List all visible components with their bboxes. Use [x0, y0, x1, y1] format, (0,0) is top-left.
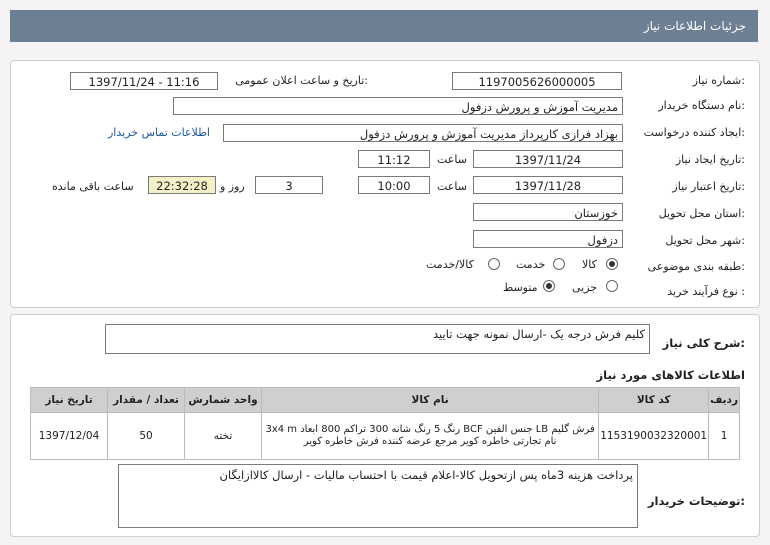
item-date-cell: 1397/12/04 — [31, 413, 108, 460]
category-service-radio[interactable] — [553, 258, 565, 270]
announce-label: تاریخ و ساعت اعلان عمومی: — [235, 74, 368, 87]
item-code-cell: 1153190032320001 — [599, 413, 709, 460]
item-name-cell: فرش گلیم LB جنس الفین BCF رنگ 5 رنگ شانه 300 تراکم 800 ابعاد 3x4 m نام تجارتی خاطره کویر مرجع عرضه کننده فرش خاطره کویر — [262, 413, 599, 460]
created-time-field[interactable]: 11:12 — [358, 150, 430, 168]
category-both-radio[interactable] — [488, 258, 500, 270]
requester-label: ایجاد کننده درخواست: — [643, 126, 745, 139]
province-field[interactable]: خوزستان — [473, 203, 623, 221]
summary-label: شرح کلی نیاز: — [662, 336, 745, 350]
announce-datetime-field[interactable]: 1397/11/24 - 11:16 — [70, 72, 218, 90]
days-field[interactable]: 3 — [255, 176, 323, 194]
need-number-label: شماره نیاز: — [692, 74, 745, 87]
col-date-header: تاریخ نیاز — [31, 388, 108, 413]
category-goods-radio[interactable] — [606, 258, 618, 270]
col-code-header: کد کالا — [599, 388, 709, 413]
page-title: جزئیات اطلاعات نیاز — [643, 19, 746, 33]
item-row-cell: 1 — [709, 413, 740, 460]
buyer-org-label: نام دستگاه خریدار: — [658, 99, 745, 112]
created-time-label: ساعت — [437, 153, 467, 166]
item-qty-cell: 50 — [108, 413, 185, 460]
category-service-label: خدمت — [516, 258, 546, 271]
process-medium-radio[interactable] — [543, 280, 555, 292]
process-medium-label: متوسط — [503, 281, 538, 294]
page-header — [10, 10, 758, 42]
notes-label: توضیحات خریدار: — [647, 494, 745, 508]
item-unit-cell: تخته — [185, 413, 262, 460]
items-table — [30, 387, 740, 460]
col-unit-header: واحد شمارش — [185, 388, 262, 413]
province-label: استان محل تحویل: — [658, 207, 745, 220]
contact-info-link[interactable]: اطلاعات تماس خریدار — [108, 126, 210, 139]
process-label: نوع فرآیند خرید : — [667, 285, 745, 298]
notes-field[interactable]: پرداخت هزینه 3ماه پس ازتحویل کالا-اعلام قیمت با احتساب مالیات - ارسال کالاازایگان — [118, 464, 638, 528]
validity-date-field[interactable]: 1397/11/28 — [473, 176, 623, 194]
remaining-time-field: 22:32:28 — [148, 176, 216, 194]
created-date-field[interactable]: 1397/11/24 — [473, 150, 623, 168]
city-field[interactable]: دزفول — [473, 230, 623, 248]
validity-time-field[interactable]: 10:00 — [358, 176, 430, 194]
category-goods-label: کالا — [582, 258, 597, 271]
col-name-header: نام کالا — [262, 388, 599, 413]
requester-field[interactable]: بهزاد فرازی کارپرداز مدیریت آموزش و پرورش دزفول — [223, 124, 623, 142]
created-date-label: تاریخ ایجاد نیاز: — [675, 153, 745, 166]
days-label: روز و — [220, 180, 245, 193]
validity-time-label: ساعت — [437, 180, 467, 193]
buyer-org-field[interactable]: مدیریت آموزش و پرورش دزفول — [173, 97, 623, 115]
need-number-field[interactable]: 1197005626000005 — [452, 72, 622, 90]
process-minor-radio[interactable] — [606, 280, 618, 292]
category-both-label: کالا/خدمت — [426, 258, 474, 271]
items-header-row — [31, 388, 740, 413]
city-label: شهر محل تحویل: — [665, 234, 745, 247]
summary-field[interactable]: کلیم فرش درجه یک -ارسال نمونه جهت تایید — [105, 324, 650, 354]
remaining-label: ساعت باقی مانده — [52, 180, 134, 193]
col-row-header: ردیف — [709, 388, 740, 413]
items-section-title: اطلاعات کالاهای مورد نیاز — [596, 368, 745, 382]
category-label: طبقه بندی موضوعی: — [647, 260, 745, 273]
table-row[interactable] — [31, 413, 740, 460]
process-minor-label: جزیی — [572, 281, 598, 294]
col-qty-header: تعداد / مقدار — [108, 388, 185, 413]
validity-date-label: تاریخ اعتبار نیاز: — [672, 180, 745, 193]
